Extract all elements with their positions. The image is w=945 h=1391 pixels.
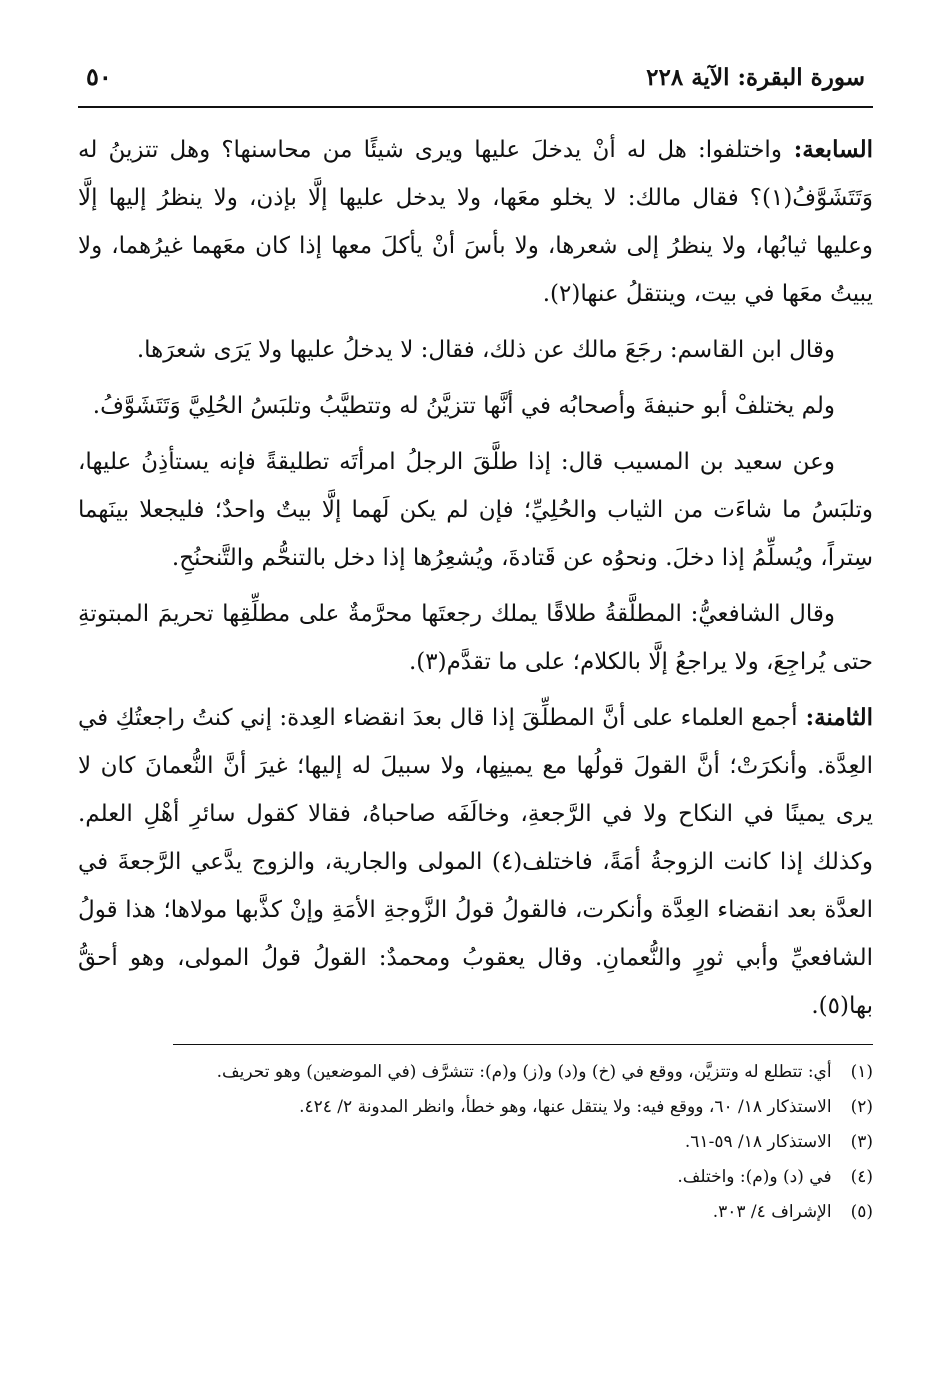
footnote-item — [78, 1090, 873, 1125]
footnote-item — [78, 1055, 873, 1090]
paragraph — [78, 438, 873, 582]
footnote-text: الاستذكار ١٨/ ٦٠، ووقع فيه: ولا ينتقل عنها، وهو خطأ، وانظر المدونة ٢/ ٤٢٤. — [299, 1097, 832, 1117]
paragraph — [78, 382, 873, 430]
paragraph-text: واختلفوا: هل له أنْ يدخلَ عليها ويرى شيئًا من محاسنها؟ وهل تتزينُ له وَتَتَشَوَّفُ(١)؟ فقال مالك: لا يخلو معَها، ولا يدخل عليها إلَّا بإذن، ولا ينظرُ إليها إلَّا وعليها ثيابُها، ولا ينظرُ إلى شعرها، ولا بأسَ أنْ يأكلَ معها إذا كان معَهما غيرُهما، ولا يبيتُ معَها في بيت، وينتقلُ عنها(٢). — [78, 137, 873, 307]
footnote-item — [78, 1195, 873, 1230]
page — [78, 62, 873, 1230]
paragraph-text: ولم يختلفْ أبو حنيفةَ وأصحابُه في أنَّها تتزيَّنُ له وتتطيَّبُ وتلبَسُ الحُلِيَّ وَتَتَشَوَّفُ. — [92, 393, 835, 419]
paragraph-text: وعن سعيد بن المسيب قال: إذا طلَّقَ الرجلُ امرأتَه تطليقةً فإنه يستأذِنُ عليها، وتلبَسُ ما شاءَت من الثياب والحُلِيِّ؛ فإن لم يكن لَهما إلَّا بيتٌ واحدٌ؛ فليجعلا بينَهما سِتراً، ويُسلِّمُ إذا دخلَ. ونحوُه عن قَتادةَ، ويُشعِرُها إذا دخل بالتنحُّم والتَّنحنُحِ. — [78, 449, 873, 571]
paragraph-lead: الثامنة: — [797, 704, 874, 731]
footnote-number: (٥) — [850, 1202, 873, 1222]
footnotes — [78, 1055, 873, 1230]
page-number: ٥٠ — [86, 62, 112, 91]
footnote-number: (٣) — [850, 1132, 873, 1152]
footnote-number: (٢) — [850, 1097, 873, 1117]
paragraph-seventh — [78, 126, 873, 318]
paragraph-text: وقال ابن القاسم: رجَعَ مالك عن ذلك، فقال: لا يدخلُ عليها ولا يَرَى شعرَها. — [136, 337, 835, 363]
paragraph-eighth — [78, 694, 873, 1030]
footnote-item — [78, 1160, 873, 1195]
paragraph — [78, 590, 873, 686]
footnote-text: الإشراف ٤/ ٣٠٣. — [712, 1202, 832, 1222]
footnote-text: في (د) و(م): واختلف. — [677, 1167, 832, 1187]
footnote-separator — [173, 1044, 873, 1045]
footnote-text: الاستذكار ١٨/ ٥٩-٦١. — [684, 1132, 832, 1152]
paragraph-lead: السابعة: — [781, 136, 874, 163]
footnote-number: (٤) — [850, 1167, 873, 1187]
paragraph-text: أجمع العلماء على أنَّ المطلِّقَ إذا قال بعدَ انقضاء العِدة: إني كنتُ راجعتُكِ في العِدَّة. وأنكرَتْ؛ أنَّ القولَ قولُها مع يمينِها، ولا سبيلَ له إليها؛ غيرَ أنَّ النُّعمانَ كان لا يرى يمينًا في النكاح ولا في الرَّجعةِ، وخالَفَه صاحباهُ، فقالا كقول سائرِ أهْلِ العلم. وكذلك إذا كانت الزوجةُ أمَةً، فاختلف(٤) المولى والجارية، والزوج يدَّعي الرَّجعةَ في العدَّة بعد انقضاء العِدَّة وأنكرت، فالقولُ قولُ الزَّوجةِ الأمَةِ وإنْ كذَّبها مولاها؛ هذا قولُ الشافعيِّ وأبي ثورٍ والنُّعمانِ. وقال يعقوبُ ومحمدٌ: القولُ قولُ المولى، وهو أحقُّ بها(٥). — [78, 705, 873, 1019]
paragraph — [78, 326, 873, 374]
footnote-item — [78, 1125, 873, 1160]
main-text — [78, 126, 873, 1030]
paragraph-text: وقال الشافعيُّ: المطلَّقةُ طلاقًا يملك رجعتَها محرَّمةٌ على مطلِّقِها تحريمَ المبتوتةِ حتى يُراجِعَ، ولا يراجعُ إلَّا بالكلام؛ على ما تقدَّم(٣). — [78, 601, 873, 675]
header-title: سورة البقرة: الآية ٢٢٨ — [646, 64, 865, 91]
page-header — [78, 62, 873, 108]
footnote-number: (١) — [850, 1062, 873, 1082]
footnote-text: أي: تتطلع له وتتزيَّن، ووقع في (خ) و(د) و(ز) و(م): تتشرَّف (في الموضعين) وهو تحريف. — [216, 1062, 832, 1082]
